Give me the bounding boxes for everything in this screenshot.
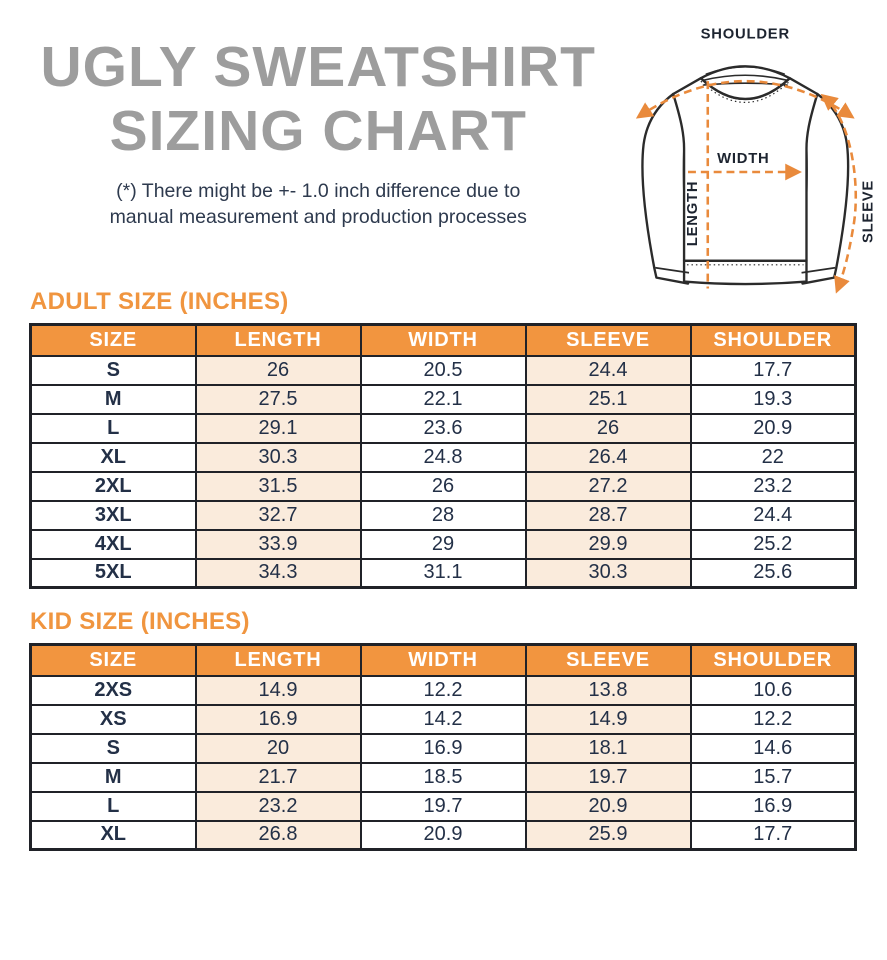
column-header: LENGTH (196, 645, 361, 676)
value-cell: 20.9 (691, 414, 856, 443)
table-row (31, 472, 856, 501)
value-cell: 12.2 (691, 705, 856, 734)
column-header: SIZE (31, 645, 196, 676)
adult-size-table (29, 323, 857, 589)
table-row (31, 705, 856, 734)
table-row (31, 821, 856, 850)
title-line-2: SIZING CHART (109, 98, 527, 163)
value-cell: 27.5 (196, 385, 361, 414)
size-cell: S (31, 734, 196, 763)
size-cell: XL (31, 821, 196, 850)
value-cell: 27.2 (526, 472, 691, 501)
disclaimer-line-1: (*) There might be +- 1.0 inch difference due to (116, 179, 521, 202)
size-cell: 2XL (31, 472, 196, 501)
value-cell: 29 (361, 530, 526, 559)
value-cell: 17.7 (691, 356, 856, 385)
table-row (31, 501, 856, 530)
value-cell: 28.7 (526, 501, 691, 530)
shoulder-label: SHOULDER (701, 26, 791, 43)
size-cell: XL (31, 443, 196, 472)
value-cell: 26.4 (526, 443, 691, 472)
value-cell: 12.2 (361, 676, 526, 705)
table-row (31, 443, 856, 472)
size-cell: S (31, 356, 196, 385)
value-cell: 14.9 (196, 676, 361, 705)
value-cell: 20 (196, 734, 361, 763)
value-cell: 26 (526, 414, 691, 443)
value-cell: 23.2 (691, 472, 856, 501)
value-cell: 26 (361, 472, 526, 501)
table-row (31, 792, 856, 821)
title-block (26, 22, 610, 288)
value-cell: 26.8 (196, 821, 361, 850)
value-cell: 25.2 (691, 530, 856, 559)
value-cell: 16.9 (691, 792, 856, 821)
table-row (31, 763, 856, 792)
value-cell: 31.5 (196, 472, 361, 501)
value-cell: 10.6 (691, 676, 856, 705)
sweatshirt-outline (643, 66, 849, 284)
value-cell: 25.1 (526, 385, 691, 414)
value-cell: 29.9 (526, 530, 691, 559)
value-cell: 30.3 (196, 443, 361, 472)
value-cell: 15.7 (691, 763, 856, 792)
value-cell: 14.6 (691, 734, 856, 763)
column-header: SHOULDER (691, 645, 856, 676)
value-cell: 17.7 (691, 821, 856, 850)
value-cell: 32.7 (196, 501, 361, 530)
value-cell: 20.9 (361, 821, 526, 850)
value-cell: 20.5 (361, 356, 526, 385)
value-cell: 23.6 (361, 414, 526, 443)
value-cell: 18.5 (361, 763, 526, 792)
size-cell: 3XL (31, 501, 196, 530)
header-row (31, 645, 856, 676)
sleeve-label: SLEEVE (861, 179, 878, 244)
table-row (31, 676, 856, 705)
value-cell: 34.3 (196, 559, 361, 588)
column-header: SIZE (31, 325, 196, 356)
adult-section-heading: ADULT SIZE (INCHES) (30, 288, 289, 315)
table-row (31, 356, 856, 385)
value-cell: 25.6 (691, 559, 856, 588)
value-cell: 18.1 (526, 734, 691, 763)
value-cell: 23.2 (196, 792, 361, 821)
value-cell: 24.8 (361, 443, 526, 472)
value-cell: 24.4 (526, 356, 691, 385)
value-cell: 22 (691, 443, 856, 472)
table-row (31, 414, 856, 443)
value-cell: 26 (196, 356, 361, 385)
kid-section-heading: KID SIZE (INCHES) (30, 608, 250, 635)
column-header: SLEEVE (526, 645, 691, 676)
column-header: SHOULDER (691, 325, 856, 356)
value-cell: 33.9 (196, 530, 361, 559)
value-cell: 25.9 (526, 821, 691, 850)
size-cell: 4XL (31, 530, 196, 559)
sweatshirt-measurement-diagram (612, 22, 881, 322)
size-cell: XS (31, 705, 196, 734)
value-cell: 20.9 (526, 792, 691, 821)
size-cell: 2XS (31, 676, 196, 705)
value-cell: 19.7 (361, 792, 526, 821)
header-section (0, 0, 887, 288)
table-row (31, 734, 856, 763)
value-cell: 13.8 (526, 676, 691, 705)
sweatshirt-diagram-svg (612, 22, 881, 322)
size-cell: L (31, 792, 196, 821)
size-cell: 5XL (31, 559, 196, 588)
size-cell: M (31, 763, 196, 792)
value-cell: 16.9 (361, 734, 526, 763)
value-cell: 28 (361, 501, 526, 530)
size-cell: L (31, 414, 196, 443)
value-cell: 19.3 (691, 385, 856, 414)
size-cell: M (31, 385, 196, 414)
column-header: SLEEVE (526, 325, 691, 356)
column-header: LENGTH (196, 325, 361, 356)
kid-size-table (29, 643, 857, 851)
column-header: WIDTH (361, 325, 526, 356)
value-cell: 14.9 (526, 705, 691, 734)
disclaimer-line-2: manual measurement and production processes (109, 205, 527, 228)
value-cell: 31.1 (361, 559, 526, 588)
header-row (31, 325, 856, 356)
length-label: LENGTH (685, 180, 702, 247)
page-title (26, 36, 610, 164)
value-cell: 19.7 (526, 763, 691, 792)
table-row (31, 559, 856, 588)
title-line-1: UGLY SWEATSHIRT (40, 35, 596, 99)
width-label: WIDTH (717, 151, 770, 168)
value-cell: 21.7 (196, 763, 361, 792)
value-cell: 14.2 (361, 705, 526, 734)
value-cell: 29.1 (196, 414, 361, 443)
value-cell: 16.9 (196, 705, 361, 734)
disclaimer-text (26, 178, 610, 231)
value-cell: 30.3 (526, 559, 691, 588)
table-row (31, 530, 856, 559)
value-cell: 24.4 (691, 501, 856, 530)
column-header: WIDTH (361, 645, 526, 676)
value-cell: 22.1 (361, 385, 526, 414)
table-row (31, 385, 856, 414)
